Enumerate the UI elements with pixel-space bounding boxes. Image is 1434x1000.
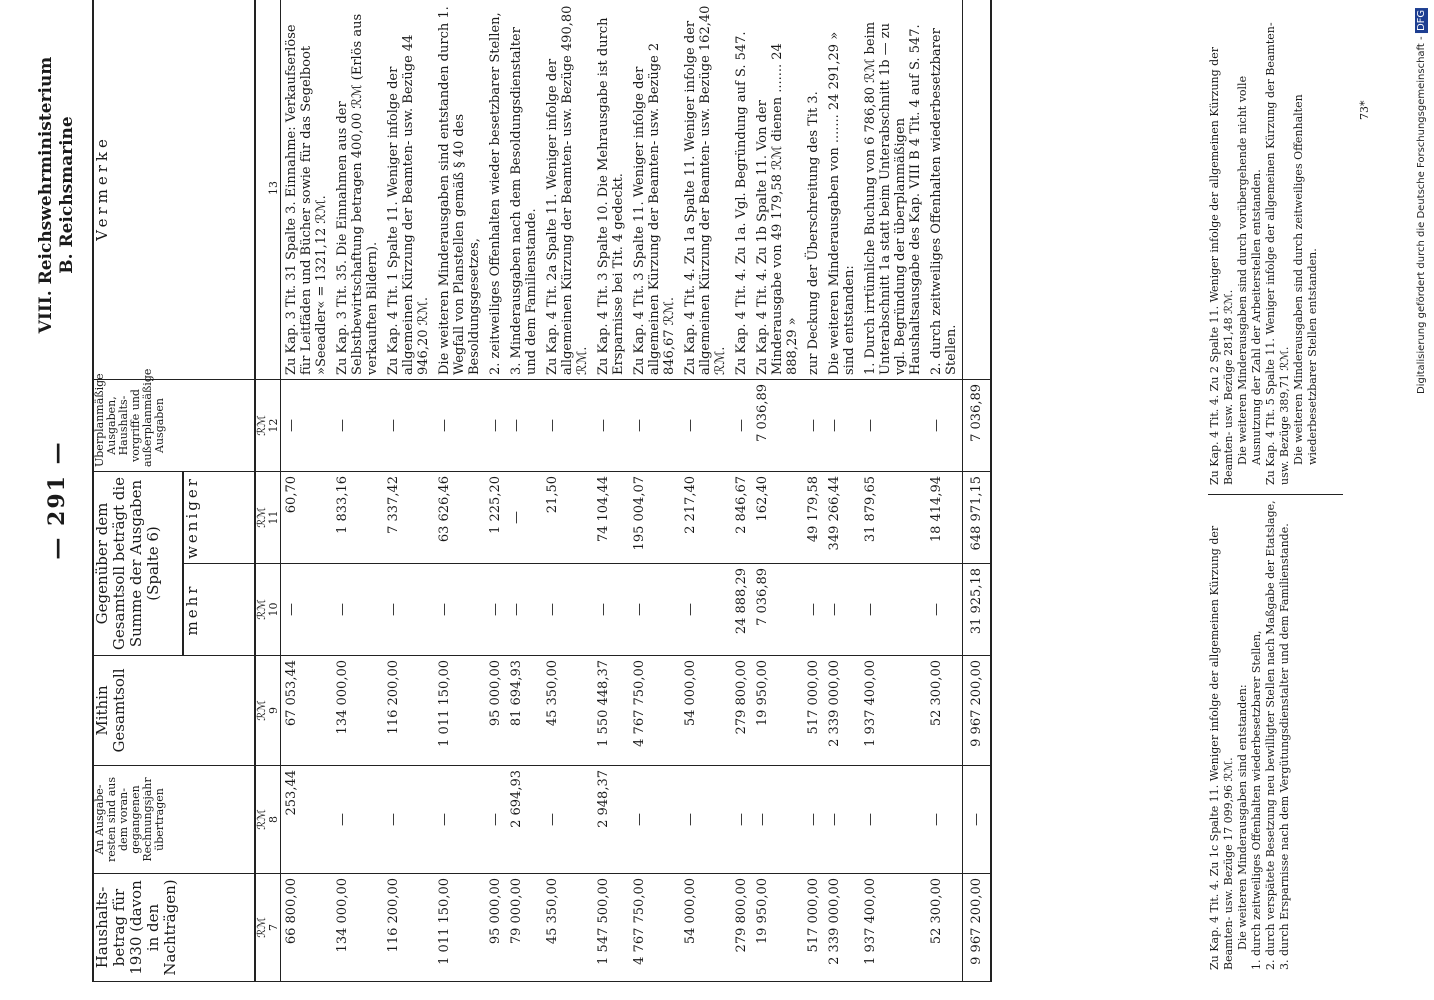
cell-c11: 21,50	[542, 472, 593, 564]
total-c9: 9 967 200,00	[963, 656, 992, 766]
cell-c11: 1 833,16	[332, 472, 383, 564]
cell-c11: 49 179,58	[803, 472, 824, 564]
cell-c7: 1 547 500,00	[593, 874, 629, 982]
cell-c12: —	[629, 380, 680, 472]
cell-c8: —	[629, 766, 680, 874]
cell-c10: —	[542, 564, 593, 656]
cell-c9: 95 000,00	[485, 656, 506, 766]
cell-c12: —	[926, 380, 963, 472]
total-c11: 648 971,15	[963, 472, 992, 564]
unit-9: ℛℳ 9	[255, 656, 281, 766]
cell-c8: 2 948,37	[593, 766, 629, 874]
total-c12: 7 036,89	[963, 380, 992, 472]
cell-c7: 95 000,00	[485, 874, 506, 982]
unit-8: ℛℳ 8	[255, 766, 281, 874]
cell-c12: —	[542, 380, 593, 472]
cell-c9: 19 950,00	[752, 656, 803, 766]
footnote-left-2: Die weiteren Minderausgaben sind entstanden:	[1236, 684, 1249, 950]
cell-c7: 116 200,00	[383, 874, 434, 982]
col-header-7: Haushalts-betrag für 1930 (davon in den Nachträgen)	[93, 874, 255, 982]
table-row	[824, 0, 860, 982]
cell-c13: Zu Kap. 4 Tit. 3 Spalte 10. Die Mehrausgabe ist durch Ersparnisse bei Tit. 4 gedeckt.	[593, 0, 629, 380]
cell-c11: 7 337,42	[383, 472, 434, 564]
cell-c12: —	[824, 380, 860, 472]
cell-c8: —	[332, 766, 383, 874]
cell-c11: 60,70	[281, 472, 333, 564]
cell-c12: —	[332, 380, 383, 472]
table-row	[629, 0, 680, 982]
cell-c8: —	[824, 766, 860, 874]
cell-c10: —	[383, 564, 434, 656]
footnote-left-3: 1. durch zeitweiliges Offenhalten wiederbesetzbarer Stellen,	[1250, 630, 1263, 970]
table-row	[680, 0, 731, 982]
cell-c8: —	[752, 766, 803, 874]
cell-c9: 54 000,00	[680, 656, 731, 766]
table-row	[332, 0, 383, 982]
cell-c11: —	[506, 472, 542, 564]
chapter-title: VIII. Reichswehrministerium	[36, 56, 56, 334]
total-c7: 9 967 200,00	[963, 874, 992, 982]
cell-c9: 81 694,93	[506, 656, 542, 766]
footnote-left-4: 2. durch verspätete Besetzung neu bewilligter Stellen nach Maßgabe der Etatslage,	[1264, 500, 1277, 970]
cell-c9: 517 000,00	[803, 656, 824, 766]
cell-c9: 45 350,00	[542, 656, 593, 766]
cell-c11: 74 104,44	[593, 472, 629, 564]
cell-c8: —	[383, 766, 434, 874]
cell-c8: —	[731, 766, 752, 874]
cell-c11: 2 846,67	[731, 472, 752, 564]
cell-c13: Zu Kap. 4 Tit. 3 Spalte 11. Weniger infolge der allgemeinen Kürzung der Beamten- usw. Bezüge 2 846,67 ℛℳ.	[629, 0, 680, 380]
cell-c7: 79 000,00	[506, 874, 542, 982]
footnote-right-2: Die weiteren Minderausgaben sind durch vorübergehende nicht volle Ausnutzung der Zahl der Arbeiterstellen entstanden.	[1236, 75, 1263, 465]
cell-c10: 7 036,89	[752, 564, 803, 656]
table-row	[506, 0, 542, 982]
cell-c13: Zu Kap. 4 Tit. 4. Zu 1b Spalte 11. Von der Minderausgabe von 49 179,58 ℛℳ dienen ....... 24 888,29 »	[752, 0, 803, 380]
cell-c9: 2 339 000,00	[824, 656, 860, 766]
cell-c10: —	[485, 564, 506, 656]
cell-c11: 63 626,46	[434, 472, 485, 564]
cell-c9: 4 767 750,00	[629, 656, 680, 766]
table-row	[803, 0, 824, 982]
cell-c13: Zu Kap. 4 Tit. 4. Zu 1a Spalte 11. Weniger infolge der allgemeinen Kürzung der Beamten- usw. Bezüge 162,40 ℛℳ.	[680, 0, 731, 380]
footnote-right-4: Die weiteren Minderausgaben sind durch zeitweiliges Offenhalten wiederbesetzbarer Stellen entstanden.	[1292, 94, 1319, 465]
cell-c7: 52 300,00	[926, 874, 963, 982]
cell-c7: 4 767 750,00	[629, 874, 680, 982]
cell-c11: 195 004,07	[629, 472, 680, 564]
cell-c12: —	[731, 380, 752, 472]
cell-c7: 54 000,00	[680, 874, 731, 982]
credit-text: Digitalisierung gefördert durch die Deutsche Forschungsgemeinschaft -	[1416, 36, 1427, 395]
cell-c12: —	[281, 380, 333, 472]
cell-c11: 349 266,44	[824, 472, 860, 564]
cell-c7: 134 000,00	[332, 874, 383, 982]
cell-c9: 1 937 400,00	[860, 656, 926, 766]
cell-c8: —	[926, 766, 963, 874]
footnote-divider	[1208, 494, 1343, 495]
cell-c8: —	[680, 766, 731, 874]
cell-c13: Zu Kap. 3 Tit. 35. Die Einnahmen aus der Selbstbewirtschaftung betragen 400,00 ℛℳ (Erlös aus verkauften Bildern).	[332, 0, 383, 380]
chapter-heading	[36, 30, 78, 360]
cell-c10: —	[803, 564, 824, 656]
footnotes-left	[1208, 500, 1292, 970]
unit-7: ℛℳ 7	[255, 874, 281, 982]
cell-c9: 52 300,00	[926, 656, 963, 766]
cell-c7: 19 950,00	[752, 874, 803, 982]
cell-c13: Zu Kap. 4 Tit. 4. Zu 1a. Vgl. Begründung auf S. 547.	[731, 0, 752, 380]
cell-c13: Zu Kap. 4 Tit. 1 Spalte 11. Weniger infolge der allgemeinen Kürzung der Beamten- usw. Bezüge 44 946,20 ℛℳ.	[383, 0, 434, 380]
unit-12: ℛℳ 12	[255, 380, 281, 472]
cell-c7: 517 000,00	[803, 874, 824, 982]
cell-c9: 134 000,00	[332, 656, 383, 766]
cell-c12: 7 036,89	[752, 380, 803, 472]
cell-c10: 24 888,29	[731, 564, 752, 656]
table-row	[731, 0, 752, 982]
header-row	[93, 0, 183, 982]
cell-c11: 31 879,65	[860, 472, 926, 564]
cell-c12: —	[680, 380, 731, 472]
cell-c7: 2 339 000,00	[824, 874, 860, 982]
col-header-13: Vermerke	[93, 0, 255, 380]
cell-c11: 2 217,40	[680, 472, 731, 564]
cell-c9: 67 053,44	[281, 656, 333, 766]
cell-c12: —	[383, 380, 434, 472]
total-c8: —	[963, 766, 992, 874]
cell-c9: 1 550 448,37	[593, 656, 629, 766]
table-row	[860, 0, 926, 982]
unit-row	[255, 0, 281, 982]
cell-c8: 253,44	[281, 766, 333, 874]
table-row	[926, 0, 963, 982]
cell-c10: —	[434, 564, 485, 656]
cell-c7: 1 011 150,00	[434, 874, 485, 982]
cell-c9: 279 800,00	[731, 656, 752, 766]
footnote-right-3: Zu Kap. 4 Tit. 5 Spalte 11. Weniger infolge der allgemeinen Kürzung der Beamten- usw. Bezüge 389,71 ℛℳ.	[1264, 22, 1291, 485]
section-title: B. Reichsmarine	[57, 116, 77, 274]
cell-c10: —	[506, 564, 542, 656]
footnotes-right	[1208, 15, 1320, 485]
unit-11: ℛℳ 11	[255, 472, 281, 564]
cell-c13: Zu Kap. 3 Tit. 31 Spalte 3. Einnahme: Verkaufserlöse für Leitfäden und Bücher sowie für das Segelboot »Seeadler« = 1321,12 ℛℳ.	[281, 0, 333, 380]
sheet-mark: 73*	[1358, 100, 1371, 120]
cell-c11: 18 414,94	[926, 472, 963, 564]
cell-c10: —	[281, 564, 333, 656]
dfg-credit	[1415, 8, 1428, 394]
cell-c10: —	[593, 564, 629, 656]
col-header-9: Mithin Gesamtsoll	[93, 656, 255, 766]
unit-13: 13	[255, 0, 281, 380]
cell-c8: —	[860, 766, 926, 874]
dfg-logo: DFG	[1416, 10, 1427, 32]
cell-c8: 2 694,93	[506, 766, 542, 874]
cell-c12: —	[434, 380, 485, 472]
total-row	[963, 0, 992, 982]
table-row	[752, 0, 803, 982]
cell-c7: 45 350,00	[542, 874, 593, 982]
cell-c11: 1 225,20	[485, 472, 506, 564]
cell-c13: 2. zeitweiliges Offenhalten wieder besetzbarer Stellen,	[485, 0, 506, 380]
cell-c10: —	[824, 564, 860, 656]
cell-c8: —	[485, 766, 506, 874]
cell-c8: —	[542, 766, 593, 874]
cell-c10: —	[680, 564, 731, 656]
table-row	[593, 0, 629, 982]
cell-c12: —	[485, 380, 506, 472]
col-header-11: weniger	[183, 472, 255, 564]
page-number: — 291 —	[44, 440, 70, 560]
total-c13	[963, 0, 992, 380]
table-row	[542, 0, 593, 982]
cell-c12: —	[593, 380, 629, 472]
cell-c13: Die weiteren Minderausgaben von ....... 24 291,29 » sind entstanden:	[824, 0, 860, 380]
table-body	[281, 0, 963, 982]
table-row	[485, 0, 506, 982]
footnote-left-5: 3. durch Ersparnisse nach dem Vergütungsdienstalter und dem Familienstande.	[1278, 523, 1291, 970]
cell-c8: —	[434, 766, 485, 874]
cell-c9: 1 011 150,00	[434, 656, 485, 766]
table-row	[383, 0, 434, 982]
cell-c12: —	[803, 380, 824, 472]
cell-c13: Zu Kap. 4 Tit. 2a Spalte 11. Weniger infolge der allgemeinen Kürzung der Beamten- usw. Bezüge 490,80 ℛℳ.	[542, 0, 593, 380]
budget-table	[92, 0, 992, 982]
table-row	[281, 0, 333, 982]
col-header-10: mehr	[183, 564, 255, 656]
cell-c10: —	[332, 564, 383, 656]
cell-c10: —	[926, 564, 963, 656]
footnote-left-1: Zu Kap. 4 Tit. 4. Zu 1c Spalte 11. Weniger infolge der allgemeinen Kürzung der Beamten- usw. Bezüge 17 099,96 ℛℳ.	[1208, 525, 1235, 970]
cell-c12: —	[860, 380, 926, 472]
total-c10: 31 925,18	[963, 564, 992, 656]
col-header-8: An Ausgabe-resten sind aus dem voran-gegangenen Rechnungsjahr übertragen	[93, 766, 255, 874]
footnote-right-1: Zu Kap. 4 Tit. 4. Zu 2 Spalte 11. Weniger infolge der allgemeinen Kürzung der Beamten- usw. Bezüge 281,48 ℛℳ.	[1208, 47, 1235, 485]
col-header-12: Überplanmäßige Ausgaben, Haushalts-vorgriffe und außerplanmäßige Ausgaben	[93, 380, 255, 472]
cell-c9: 116 200,00	[383, 656, 434, 766]
cell-c7: 1 937 400,00	[860, 874, 926, 982]
table-row	[434, 0, 485, 982]
cell-c13: Die weiteren Minderausgaben sind entstanden durch 1. Wegfall von Planstellen gemäß § 40 des Besoldungsgesetzes,	[434, 0, 485, 380]
cell-c13: 1. Durch irrtümliche Buchung von 6 786,80 ℛℳ beim Unterabschnitt 1a statt beim Unterabschnitt 1b — zu vgl. Begründung der überplanmäßigen Haushaltsausgabe des Kap. VIII B 4 Tit. 4 auf S. 547.	[860, 0, 926, 380]
unit-10: ℛℳ 10	[255, 564, 281, 656]
cell-c12: —	[506, 380, 542, 472]
cell-c7: 66 800,00	[281, 874, 333, 982]
col-header-10-11: Gegenüber dem Gesamtsoll beträgt die Summe der Ausgaben (Spalte 6)	[93, 472, 183, 656]
cell-c13: 3. Minderausgaben nach dem Besoldungsdienstalter und dem Familienstande.	[506, 0, 542, 380]
cell-c7: 279 800,00	[731, 874, 752, 982]
cell-c10: —	[860, 564, 926, 656]
cell-c11: 162,40	[752, 472, 803, 564]
cell-c13: zur Deckung der Überschreitung des Tit 3.	[803, 0, 824, 380]
cell-c13: 2. durch zeitweiliges Offenhalten wiederbesetzbarer Stellen.	[926, 0, 963, 380]
cell-c8: —	[803, 766, 824, 874]
cell-c10: —	[629, 564, 680, 656]
